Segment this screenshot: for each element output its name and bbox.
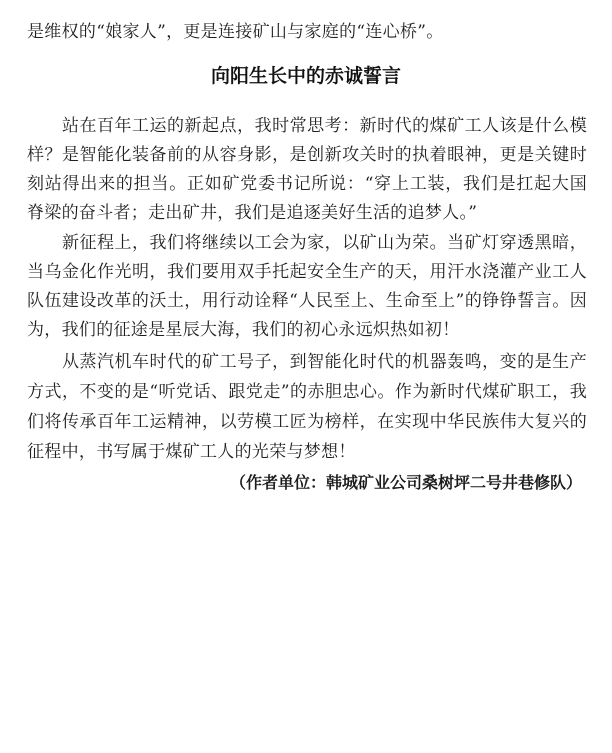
paragraph-line: 们将传承百年工运精神，以劳模工匠为榜样，在实现中华民族伟大复兴的 <box>27 412 587 432</box>
paragraph-line: 样？是智能化装备前的从容身影，是创新攻关时的执着眼神，更是关键时 <box>27 145 587 165</box>
paragraph-line: 征程中，书写属于煤矿工人的光荣与梦想！ <box>27 442 356 462</box>
paragraph-line: 新征程上，我们将继续以工会为家，以矿山为荣。当矿灯穿透黑暗， <box>27 233 587 253</box>
author-byline: （作者单位：韩城矿业公司桑树坪二号井巷修队） <box>229 473 582 492</box>
paragraph-line: 方式，不变的是“听党话、跟党走”的赤胆忠心。作为新时代煤矿职工，我 <box>27 382 587 402</box>
paragraph-line: 队伍建设改革的沃土，用行动诠释“人民至上、生命至上”的铮铮誓言。因 <box>27 291 587 311</box>
paragraph-line: 为，我们的征途是星辰大海，我们的初心永远炽热如初！ <box>27 320 460 340</box>
section-heading: 向阳生长中的赤诚誓言 <box>210 65 401 87</box>
paragraph-line: 从蒸汽机车时代的矿工号子，到智能化时代的机器轰鸣，变的是生产 <box>27 352 587 372</box>
paragraph-line: 站在百年工运的新起点，我时常思考：新时代的煤矿工人该是什么模 <box>27 116 587 136</box>
intro-line: 是维权的“娘家人”，更是连接矿山与家庭的“连心桥”。 <box>27 22 444 42</box>
paragraph-line: 脊梁的奋斗者；走出矿井，我们是追逐美好生活的追梦人。” <box>27 203 478 223</box>
paragraph-line: 当乌金化作光明，我们要用双手托起安全生产的天，用汗水浇灌产业工人 <box>27 262 587 282</box>
paragraph-line: 刻站得出来的担当。正如矿党委书记所说：“穿上工装，我们是扛起大国 <box>27 174 587 194</box>
